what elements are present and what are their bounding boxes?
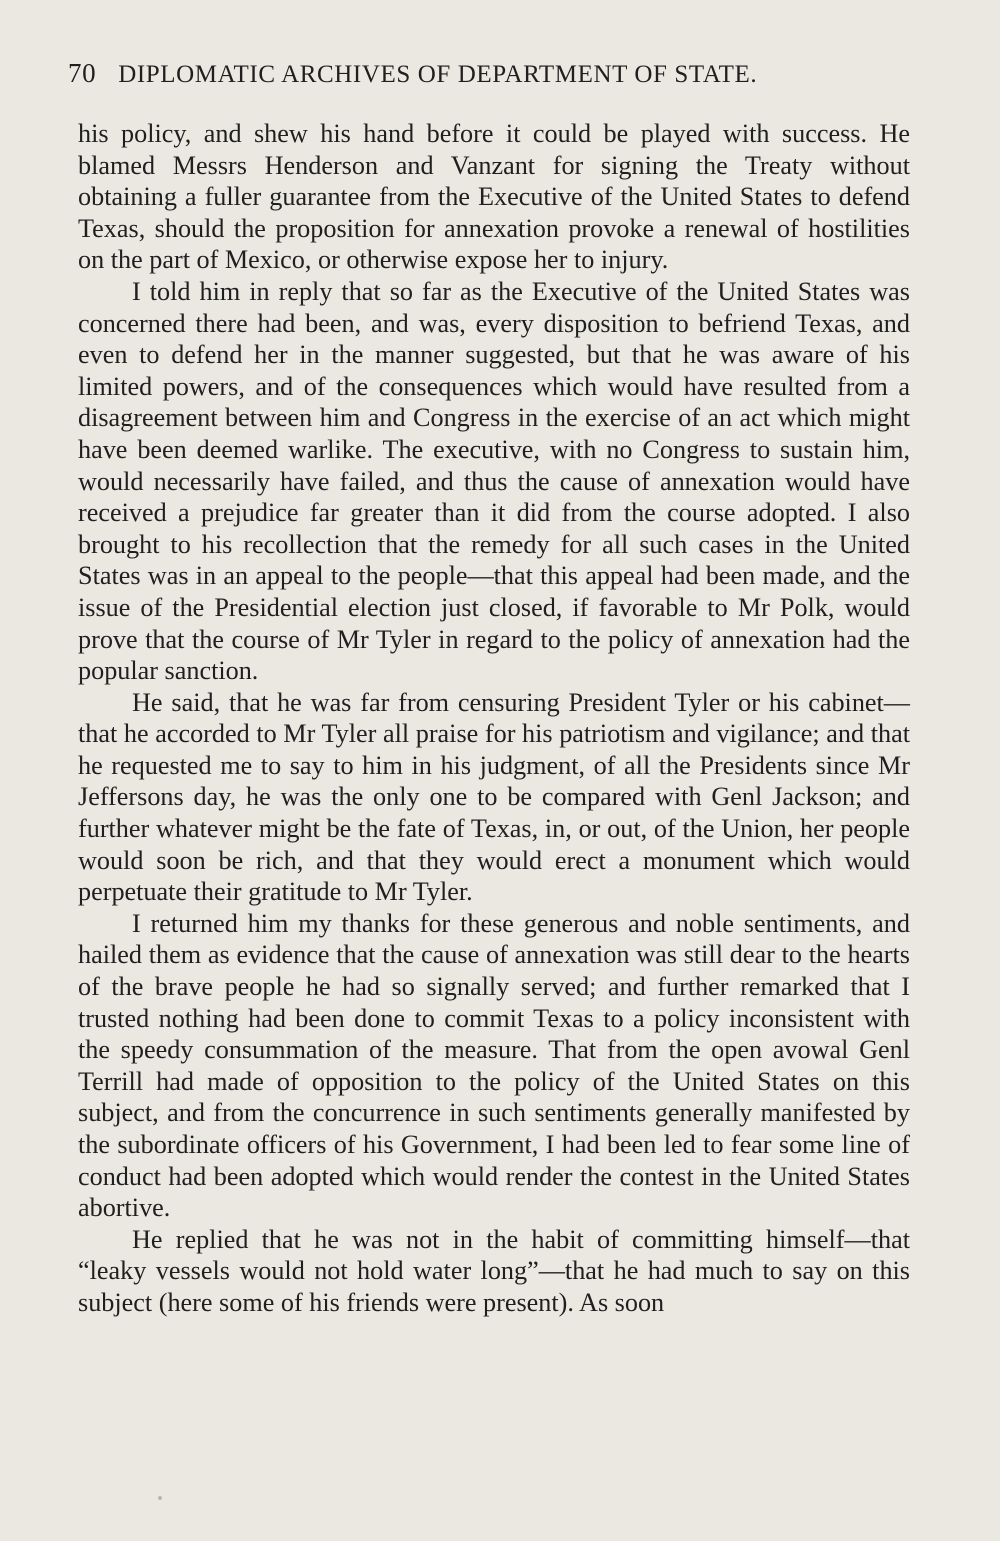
paragraph-2: I told him in reply that so far as the Executive of the United States was concerned there had been, and was, every disposition to befriend Texas, and even to defend her in the manner suggested, but that he was aware of his limited powers, and of the consequences which would have resulted from a disagreement between him and Congress in the exercise of an act which might have been deemed warlike. The executive, with no Congress to sustain him, would necessarily have failed, and thus the cause of annexation would have received a prejudice far greater than it did from the course adopted. I also brought to his recollection that the remedy for all such cases in the United States was in an appeal to the people—that this appeal had been made, and the issue of the Presidential election just closed, if favorable to Mr Polk, would prove that the course of Mr Tyler in regard to the policy of annexation had the popular sanction. xyxy=(78,276,910,686)
paragraph-5: He replied that he was not in the habit of committing himself—that “leaky vessels would not hold water long”—that he had much to say on this subject (here some of his friends were present). As soon xyxy=(78,1224,910,1317)
ink-speck xyxy=(158,1496,162,1500)
paragraph-3: He said, that he was far from censuring President Tyler or his cabinet—that he accorded to Mr Tyler all praise for his patriotism and vigilance; and that he requested me to say to him in his judgment, of all the Presidents since Mr Jeffersons day, he was the only one to be compared with Genl Jackson; and further whatever might be the fate of Texas, in, or out, of the Union, her people would soon be rich, and that they would erect a monument which would perpetuate their gratitude to Mr Tyler. xyxy=(78,687,910,907)
page-header xyxy=(68,58,858,89)
running-head: DIPLOMATIC ARCHIVES OF DEPARTMENT OF STATE. xyxy=(118,61,758,88)
paragraph-4: I returned him my thanks for these generous and noble sentiments, and hailed them as evidence that the cause of annexation was still dear to the hearts of the brave people he had so signally served; and further remarked that I trusted nothing had been done to commit Texas to a policy inconsistent with the speedy consummation of the measure. That from the open avowal Genl Terrill had made of opposition to the policy of the United States on this subject, and from the concurrence in such sentiments generally manifested by the subordinate officers of his Government, I had been led to fear some line of conduct had been adopted which would render the contest in the United States abortive. xyxy=(78,908,910,1223)
paragraph-1: his policy, and shew his hand before it could be played with success. He blamed Messrs Henderson and Vanzant for signing the Treaty without obtaining a fuller guarantee from the Executive of the United States to defend Texas, should the proposition for annexation provoke a renewal of hostilities on the part of Mexico, or otherwise expose her to injury. xyxy=(78,119,910,275)
page-number: 70 xyxy=(68,58,97,88)
body-text xyxy=(78,118,910,1319)
